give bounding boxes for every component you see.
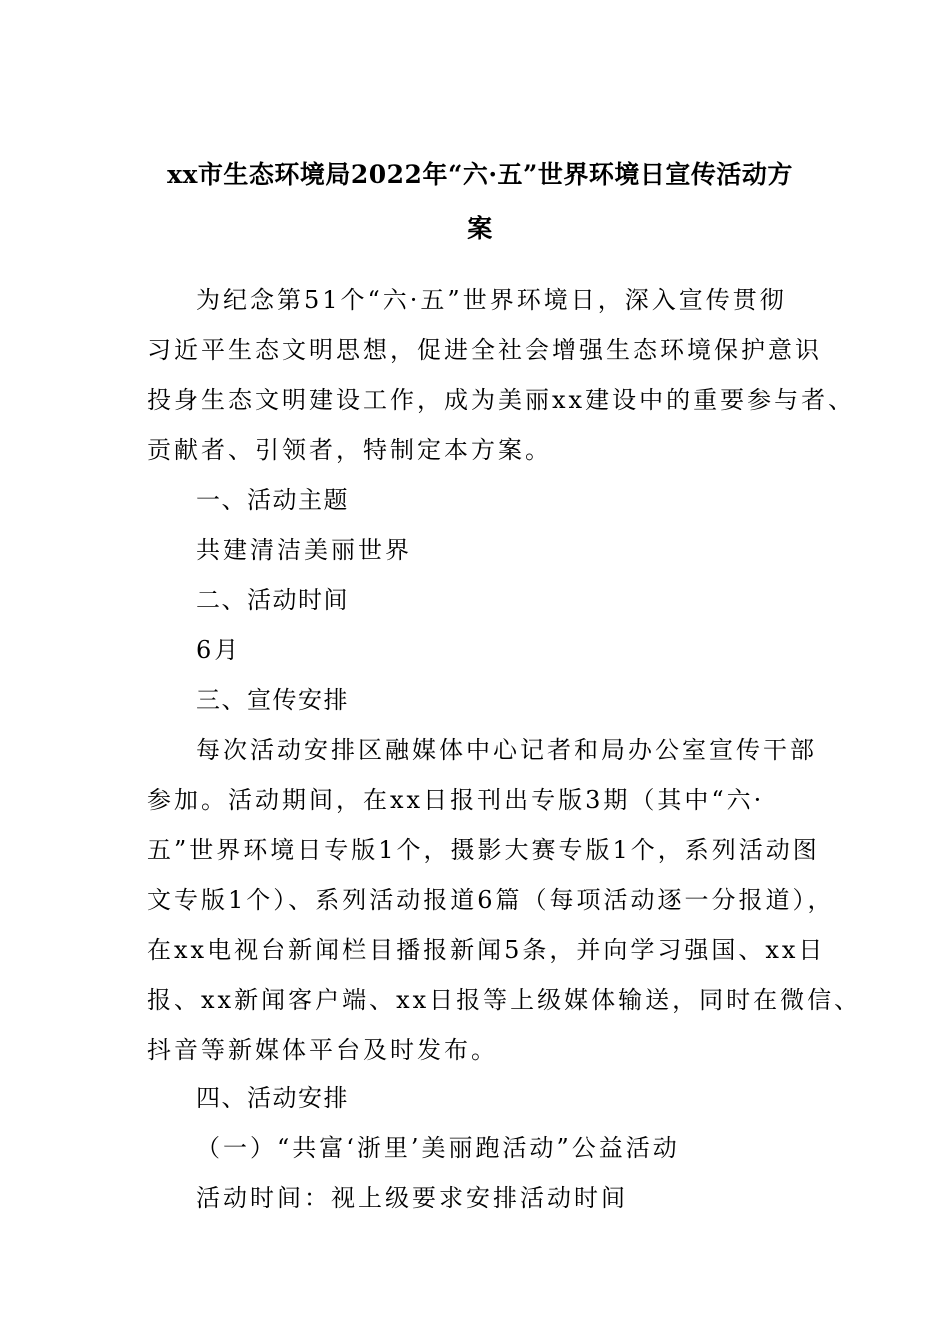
intro-line-4: 贡献者、引领者，特制定本方案。 bbox=[147, 436, 552, 464]
title-line-1: xx市生态环境局2022年“六·五”世界环境日宣传活动方 bbox=[167, 160, 793, 189]
section-heading-publicity: 三、宣传安排 bbox=[196, 686, 349, 714]
title-line-2: 案 bbox=[467, 214, 493, 243]
section-body-time: 6月 bbox=[196, 636, 242, 664]
activity-subheading-1: （一）“共富‘浙里’美丽跑活动”公益活动 bbox=[196, 1134, 680, 1162]
publicity-line-6: 报、xx新闻客户端、xx日报等上级媒体输送，同时在微信、 bbox=[147, 986, 862, 1014]
publicity-line-7: 抖音等新媒体平台及时发布。 bbox=[147, 1036, 498, 1064]
publicity-line-3: 五”世界环境日专版1个，摄影大赛专版1个，系列活动图 bbox=[147, 836, 820, 864]
intro-line-1: 为纪念第51个“六·五”世界环境日，深入宣传贯彻 bbox=[196, 286, 787, 314]
section-heading-time: 二、活动时间 bbox=[196, 586, 349, 614]
publicity-line-4: 文专版1个）、系列活动报道6篇（每项活动逐一分报道）， bbox=[147, 886, 835, 914]
section-heading-activities: 四、活动安排 bbox=[196, 1084, 349, 1112]
publicity-line-1: 每次活动安排区融媒体中心记者和局办公室宣传干部 bbox=[196, 736, 817, 764]
publicity-line-5: 在xx电视台新闻栏目播报新闻5条，并向学习强国、xx日 bbox=[147, 936, 826, 964]
document-title bbox=[140, 148, 820, 256]
activity-time-1: 活动时间：视上级要求安排活动时间 bbox=[196, 1184, 628, 1212]
intro-line-2: 习近平生态文明思想，促进全社会增强生态环境保护意识 bbox=[147, 336, 822, 364]
intro-line-3: 投身生态文明建设工作，成为美丽xx建设中的重要参与者、 bbox=[147, 386, 856, 414]
publicity-line-2: 参加。活动期间，在xx日报刊出专版3期（其中“六· bbox=[147, 786, 765, 814]
section-body-theme: 共建清洁美丽世界 bbox=[196, 536, 412, 564]
section-heading-theme: 一、活动主题 bbox=[196, 486, 349, 514]
